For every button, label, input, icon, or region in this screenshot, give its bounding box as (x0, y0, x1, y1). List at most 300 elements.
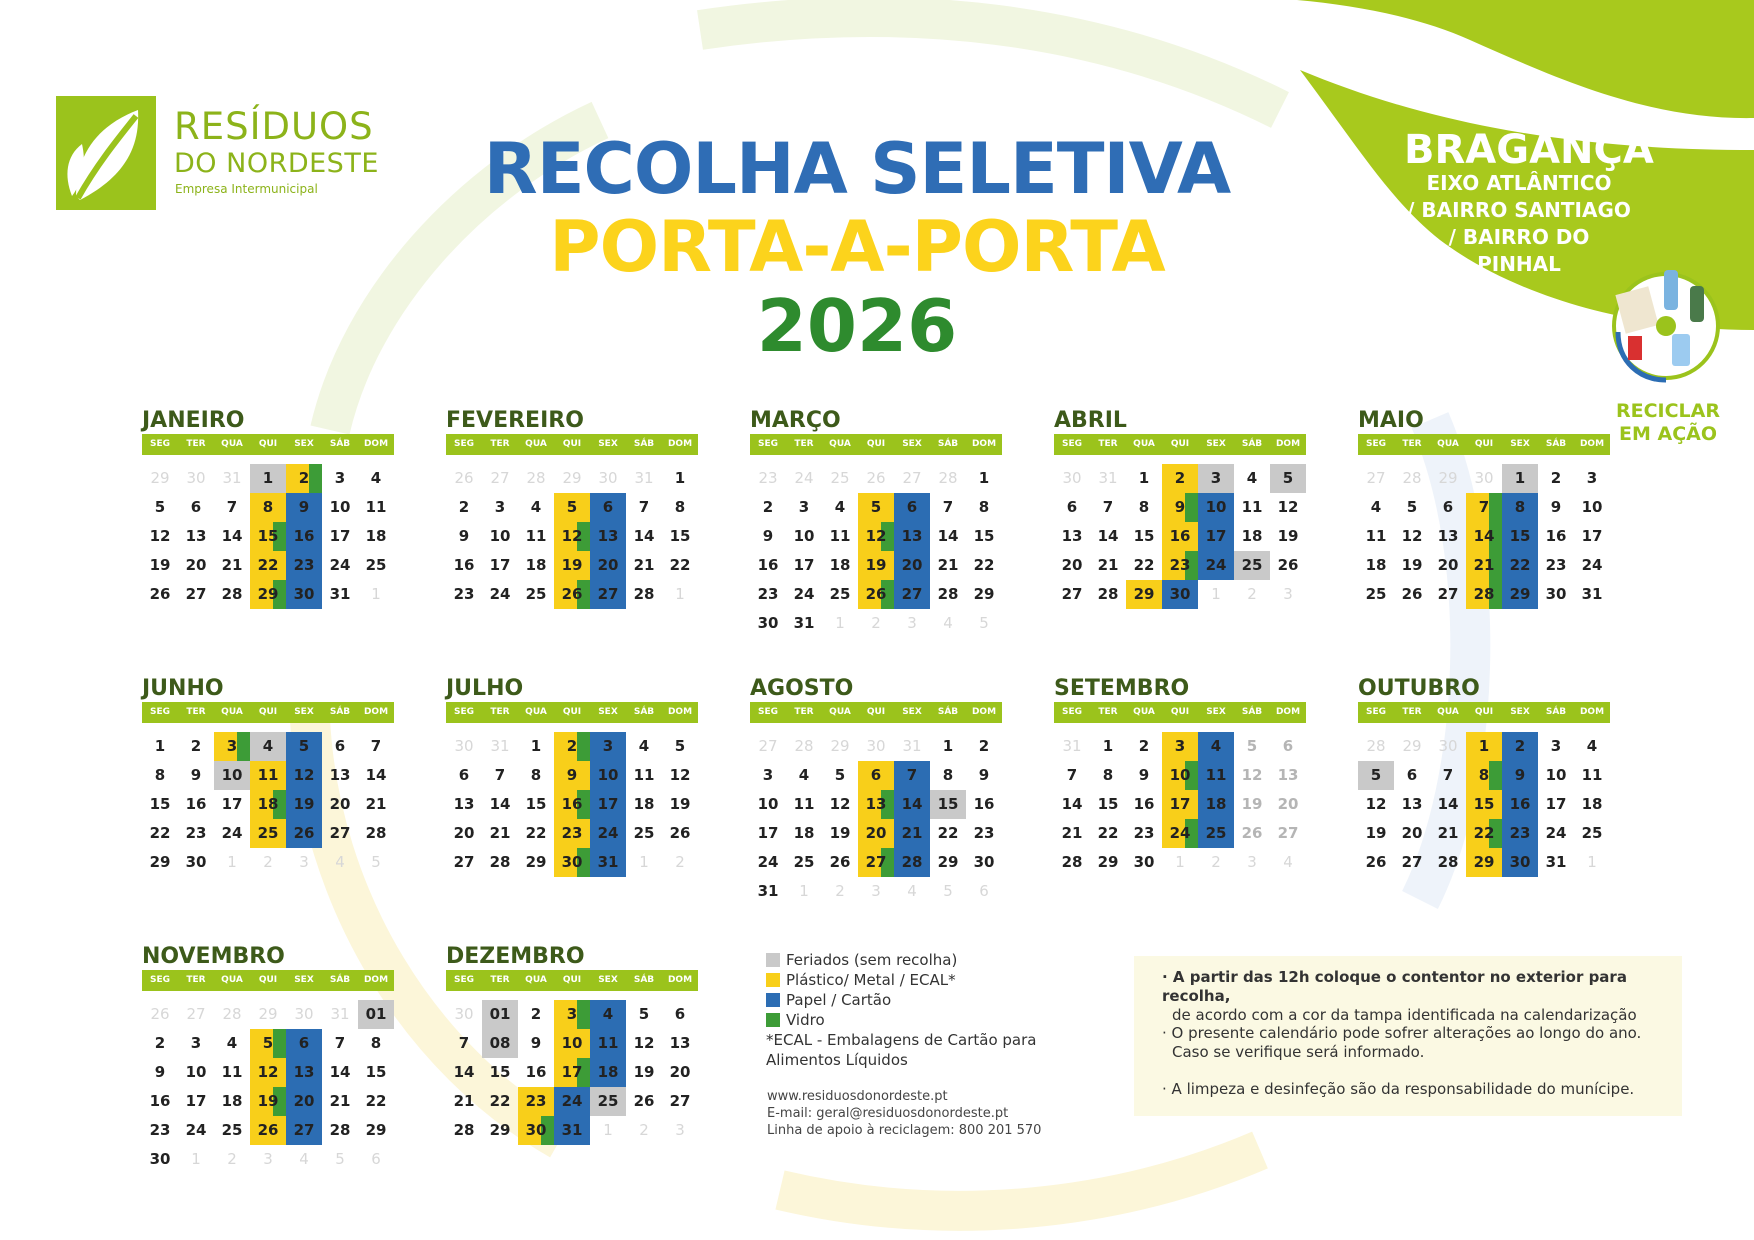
day-number: 2 (227, 1150, 237, 1168)
calendar-day (822, 761, 858, 790)
calendar-day (1090, 580, 1126, 609)
calendar-day (966, 493, 1002, 522)
calendar-day (662, 1000, 698, 1029)
weekday-label: QUA (221, 439, 243, 449)
calendar-day (1126, 493, 1162, 522)
day-number: 3 (675, 1121, 685, 1139)
other-month-day (590, 464, 626, 493)
calendar-day (786, 761, 822, 790)
weekday-label: SÁB (633, 707, 655, 717)
glass-marker (1489, 493, 1502, 522)
day-number: 30 (1474, 469, 1494, 487)
day-number: 28 (489, 853, 511, 871)
other-month-day (662, 1116, 698, 1145)
day-number: 8 (942, 766, 954, 784)
calendar-day (286, 580, 322, 609)
day-number: 26 (149, 585, 171, 603)
day-number: 26 (633, 1092, 655, 1110)
day-number: 19 (1401, 556, 1423, 574)
calendar-day (358, 551, 394, 580)
weekday-label: SEG (757, 439, 779, 449)
day-number: 3 (494, 498, 506, 516)
calendar-day (358, 1087, 394, 1116)
calendar-day (1162, 732, 1198, 761)
calendar-day (786, 522, 822, 551)
calendar-day (822, 551, 858, 580)
calendar-day (142, 1029, 178, 1058)
calendar-day (1466, 580, 1502, 609)
calendar-day (482, 790, 518, 819)
calendar-day (518, 790, 554, 819)
other-month-day (214, 464, 250, 493)
day-number: 10 (489, 527, 511, 545)
calendar-day (142, 580, 178, 609)
calendar-day (1090, 732, 1126, 761)
day-number: 14 (365, 766, 387, 784)
calendar-day (858, 848, 894, 877)
calendar-day (626, 522, 662, 551)
email-link[interactable]: E-mail: geral@residuosdonordeste.pt (767, 1106, 1009, 1121)
day-number: 26 (1277, 556, 1299, 574)
day-number: 31 (561, 1121, 583, 1139)
calendar-day (142, 1058, 178, 1087)
title-year: 2026 (756, 284, 958, 368)
day-number: 8 (1478, 766, 1490, 784)
weekday-label: TER (186, 439, 206, 449)
day-number: 7 (638, 498, 650, 516)
day-number: 4 (638, 737, 650, 755)
day-number: 23 (1509, 824, 1531, 842)
calendar-day (250, 493, 286, 522)
calendar-day (1270, 790, 1306, 819)
day-number: 18 (1581, 795, 1603, 813)
day-number: 7 (458, 1034, 470, 1052)
legend-item-paper (766, 990, 1036, 1010)
calendar-day (286, 1087, 322, 1116)
day-number: 9 (762, 527, 774, 545)
calendar-day (1090, 493, 1126, 522)
weekday-label: TER (186, 707, 206, 717)
other-month-day (966, 877, 1002, 906)
day-number: 2 (263, 853, 273, 871)
calendar-day (1358, 819, 1394, 848)
day-number: 2 (1174, 469, 1186, 487)
weekday-header (142, 970, 394, 991)
day-number: 11 (829, 527, 851, 545)
other-month-day (1430, 464, 1466, 493)
calendar-day (966, 819, 1002, 848)
day-number: 6 (602, 498, 614, 516)
calendar-day (966, 848, 1002, 877)
calendar-day (1090, 819, 1126, 848)
weekday-label: SEX (902, 707, 922, 717)
legend-item-glass (766, 1010, 1036, 1030)
calendar-day (590, 732, 626, 761)
day-number: 29 (149, 853, 171, 871)
day-number: 1 (799, 882, 809, 900)
title-line2: PORTA-A-PORTA (549, 206, 1165, 288)
day-number: 30 (454, 1005, 474, 1023)
calendar-day (482, 493, 518, 522)
day-number: 23 (757, 585, 779, 603)
day-number: 5 (566, 498, 578, 516)
calendar-day (1198, 522, 1234, 551)
calendar-day (1430, 761, 1466, 790)
day-number: 26 (865, 585, 887, 603)
calendar-day (446, 790, 482, 819)
calendar-day (1502, 848, 1538, 877)
calendar-day (1162, 580, 1198, 609)
weekday-label: SEG (149, 975, 171, 985)
day-number: 2 (1550, 469, 1562, 487)
day-number: 12 (149, 527, 171, 545)
day-number: 21 (453, 1092, 475, 1110)
calendar-day (250, 551, 286, 580)
calendar-day (1574, 493, 1610, 522)
day-number: 7 (942, 498, 954, 516)
day-number: 4 (530, 498, 542, 516)
calendar-day (286, 819, 322, 848)
day-number: 2 (458, 498, 470, 516)
glass-marker (577, 732, 590, 761)
location-city: BRAGANÇA (1404, 127, 1654, 173)
calendar-day (178, 522, 214, 551)
day-number: 3 (1174, 737, 1186, 755)
calendar-day (446, 1087, 482, 1116)
calendar-day (930, 580, 966, 609)
day-number: 6 (979, 882, 989, 900)
calendar-day (1270, 522, 1306, 551)
calendar-day (1054, 580, 1090, 609)
day-number: 3 (1247, 853, 1257, 871)
calendar-day (518, 551, 554, 580)
day-number: 29 (257, 585, 279, 603)
calendar-day (358, 1029, 394, 1058)
calendar-day (662, 1029, 698, 1058)
other-month-day (930, 877, 966, 906)
other-month-day (858, 464, 894, 493)
day-number: 10 (561, 1034, 583, 1052)
calendar-day (446, 1116, 482, 1145)
weekday-label: TER (1098, 707, 1118, 717)
day-number: 15 (489, 1063, 511, 1081)
other-month-day (590, 1116, 626, 1145)
day-number: 15 (1473, 795, 1495, 813)
calendar-day (894, 522, 930, 551)
day-number: 26 (293, 824, 315, 842)
day-number: 23 (973, 824, 995, 842)
other-month-day (178, 1000, 214, 1029)
weekday-label: SÁB (633, 975, 655, 985)
other-month-day (322, 1000, 358, 1029)
calendar-day (1538, 819, 1574, 848)
calendar-day (1430, 551, 1466, 580)
calendar-day (142, 819, 178, 848)
calendar-day (930, 732, 966, 761)
calendar-day (786, 790, 822, 819)
month-name: OUTUBRO (1358, 676, 1480, 701)
other-month-day (822, 877, 858, 906)
day-number: 29 (562, 469, 582, 487)
day-number: 30 (1438, 737, 1458, 755)
day-number: 30 (1509, 853, 1531, 871)
day-number: 25 (633, 824, 655, 842)
calendar-day (286, 522, 322, 551)
calendar-day (1126, 551, 1162, 580)
day-number: 5 (371, 853, 381, 871)
calendar-day (750, 580, 786, 609)
day-number: 20 (329, 795, 351, 813)
weekday-label: QUA (829, 439, 851, 449)
other-month-day (286, 1000, 322, 1029)
day-number: 29 (1402, 737, 1422, 755)
calendar-day (1574, 580, 1610, 609)
weekday-header (1054, 434, 1306, 455)
day-number: 2 (1138, 737, 1150, 755)
day-number: 28 (526, 469, 546, 487)
day-number: 14 (1437, 795, 1459, 813)
other-month-day (894, 732, 930, 761)
day-number: 23 (453, 585, 475, 603)
calendar-day (322, 464, 358, 493)
month-name: AGOSTO (750, 676, 854, 701)
day-number: 23 (525, 1092, 547, 1110)
calendar-day (446, 580, 482, 609)
calendar-day (1466, 848, 1502, 877)
day-number: 28 (222, 1005, 242, 1023)
calendar-day (1502, 732, 1538, 761)
day-number: 10 (1205, 498, 1227, 516)
calendar-day (142, 1087, 178, 1116)
weekday-label: SÁB (1241, 707, 1263, 717)
calendar-day (750, 609, 786, 638)
other-month-day (894, 877, 930, 906)
day-number: 1 (262, 469, 274, 487)
day-number: 9 (566, 766, 578, 784)
calendar-day (626, 790, 662, 819)
day-number: 1 (674, 469, 686, 487)
day-number: 17 (757, 824, 779, 842)
calendar-day (178, 1116, 214, 1145)
calendar-day (250, 1058, 286, 1087)
day-number: 3 (1210, 469, 1222, 487)
day-number: 1 (1514, 469, 1526, 487)
logo-subtitle: Empresa Intermunicipal (175, 182, 318, 196)
day-number: 13 (185, 527, 207, 545)
calendar-day (554, 1058, 590, 1087)
weekday-label: SEG (757, 707, 779, 717)
calendar-day (1162, 493, 1198, 522)
day-number: 15 (937, 795, 959, 813)
calendar-day (554, 580, 590, 609)
day-number: 6 (190, 498, 202, 516)
day-number: 27 (1061, 585, 1083, 603)
calendar-day (1430, 580, 1466, 609)
day-number: 30 (294, 1005, 314, 1023)
day-number: 2 (1211, 853, 1221, 871)
weekday-label: QUA (1437, 439, 1459, 449)
calendar-day (286, 790, 322, 819)
day-number: 3 (1550, 737, 1562, 755)
calendar-day (750, 761, 786, 790)
day-number: 30 (525, 1121, 547, 1139)
day-number: 24 (329, 556, 351, 574)
day-number: 28 (1473, 585, 1495, 603)
calendar-day (554, 819, 590, 848)
other-month-day (322, 1145, 358, 1174)
weekday-label: DOM (1275, 707, 1301, 717)
calendar-day (626, 551, 662, 580)
day-number: 11 (1581, 766, 1603, 784)
day-number: 29 (365, 1121, 387, 1139)
day-number: 11 (793, 795, 815, 813)
website-link[interactable]: www.residuosdonordeste.pt (767, 1089, 948, 1104)
calendar-day (930, 493, 966, 522)
calendar-day (1090, 551, 1126, 580)
calendar-day (250, 1087, 286, 1116)
day-number: 6 (298, 1034, 310, 1052)
calendar-day (482, 551, 518, 580)
day-number: 27 (329, 824, 351, 842)
day-number: 23 (561, 824, 583, 842)
calendar-day (930, 790, 966, 819)
calendar-day (142, 848, 178, 877)
day-number: 30 (1545, 585, 1567, 603)
day-number: 11 (597, 1034, 619, 1052)
calendar-day (1538, 790, 1574, 819)
day-number: 16 (1509, 795, 1531, 813)
calendar-day (1054, 522, 1090, 551)
day-number: 4 (1246, 469, 1258, 487)
note-1-line1: · A partir das 12h coloque o contentor no exterior para recolha, (1162, 968, 1627, 1005)
day-number: 22 (257, 556, 279, 574)
weekday-label: DOM (667, 707, 693, 717)
day-number: 17 (561, 1063, 583, 1081)
day-number: 19 (257, 1092, 279, 1110)
calendar-day (966, 551, 1002, 580)
day-number: 5 (1282, 469, 1294, 487)
calendar-day (518, 1000, 554, 1029)
calendar-day (554, 522, 590, 551)
weekday-label: QUI (866, 707, 886, 717)
day-number: 25 (365, 556, 387, 574)
calendar-day (1234, 732, 1270, 761)
day-number: 10 (185, 1063, 207, 1081)
day-number: 14 (1061, 795, 1083, 813)
blue-swatch (766, 993, 780, 1007)
calendar-day (250, 580, 286, 609)
day-number: 15 (365, 1063, 387, 1081)
day-number: 31 (330, 1005, 350, 1023)
day-number: 15 (1509, 527, 1531, 545)
day-number: 31 (1098, 469, 1118, 487)
day-number: 1 (191, 1150, 201, 1168)
day-number: 2 (978, 737, 990, 755)
other-month-day (858, 609, 894, 638)
day-number: 7 (334, 1034, 346, 1052)
day-number: 5 (262, 1034, 274, 1052)
day-number: 9 (190, 766, 202, 784)
calendar-day (1358, 551, 1394, 580)
day-number: 30 (598, 469, 618, 487)
month-name: JANEIRO (142, 408, 245, 433)
calendar-day (662, 790, 698, 819)
phone-line: Linha de apoio à reciclagem: 800 201 570 (767, 1123, 1042, 1138)
weekday-label: QUA (525, 439, 547, 449)
day-number: 28 (794, 737, 814, 755)
weekday-label: SEX (598, 975, 618, 985)
calendar-day (446, 522, 482, 551)
calendar-day (358, 1000, 394, 1029)
day-number: 31 (793, 614, 815, 632)
day-number: 5 (943, 882, 953, 900)
calendar-day (1394, 819, 1430, 848)
day-number: 26 (1401, 585, 1423, 603)
location-line: / BAIRRO DO PINHAL (1448, 225, 1590, 276)
calendar-day (250, 464, 286, 493)
day-number: 2 (190, 737, 202, 755)
calendar-day (662, 1058, 698, 1087)
day-number: 21 (1061, 824, 1083, 842)
weekday-label: QUA (221, 975, 243, 985)
day-number: 14 (329, 1063, 351, 1081)
other-month-day (1270, 580, 1306, 609)
calendar-day (786, 848, 822, 877)
day-number: 29 (1097, 853, 1119, 871)
calendar-day (358, 464, 394, 493)
day-number: 5 (154, 498, 166, 516)
other-month-day (1466, 464, 1502, 493)
calendar-day (1270, 464, 1306, 493)
day-number: 7 (1478, 498, 1490, 516)
weekday-label: QUI (258, 707, 278, 717)
calendar-day (1430, 848, 1466, 877)
calendar-day (894, 848, 930, 877)
day-number: 9 (154, 1063, 166, 1081)
weekday-label: TER (1402, 439, 1422, 449)
calendar-day (1502, 493, 1538, 522)
day-number: 24 (185, 1121, 207, 1139)
weekday-label: QUI (1170, 707, 1190, 717)
day-number: 22 (973, 556, 995, 574)
other-month-day (358, 1145, 394, 1174)
calendar-day (1394, 522, 1430, 551)
weekday-label: SEG (453, 975, 475, 985)
calendar-day (178, 493, 214, 522)
calendar-day (1502, 580, 1538, 609)
day-number: 22 (149, 824, 171, 842)
calendar-day (662, 1087, 698, 1116)
calendar-day (662, 464, 698, 493)
calendar-day (1466, 522, 1502, 551)
calendar-day (142, 790, 178, 819)
calendar-day (1054, 790, 1090, 819)
calendar-day (786, 580, 822, 609)
calendar-day (482, 1000, 518, 1029)
day-number: 22 (1133, 556, 1155, 574)
day-number: 11 (365, 498, 387, 516)
calendar-day (1394, 848, 1430, 877)
calendar-day (518, 1116, 554, 1145)
calendar-day (822, 522, 858, 551)
other-month-day (518, 464, 554, 493)
weekday-label: QUA (1133, 707, 1155, 717)
day-number: 5 (979, 614, 989, 632)
calendar-day (178, 1058, 214, 1087)
calendar-day (250, 522, 286, 551)
day-number: 26 (1241, 824, 1263, 842)
calendar-day (142, 732, 178, 761)
